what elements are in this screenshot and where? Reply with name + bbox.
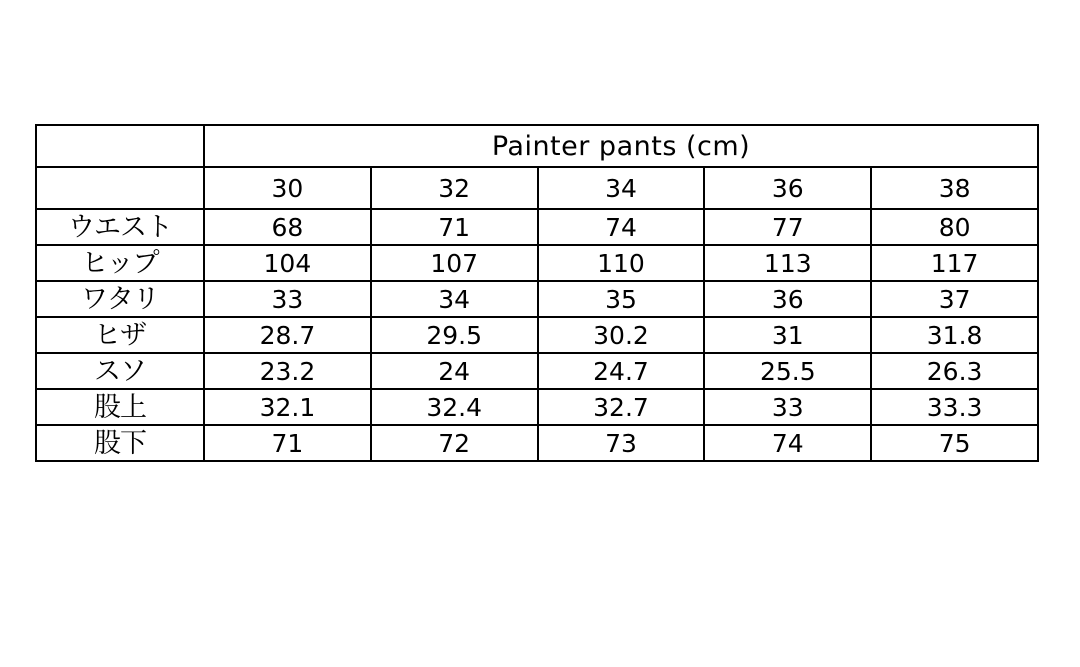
- cell-inseam-36: 74: [704, 425, 871, 461]
- row-label-waist: ウエスト: [36, 209, 204, 245]
- page-title: Painter pants (cm): [204, 125, 1038, 167]
- cell-inseam-34: 73: [538, 425, 705, 461]
- table-row: [36, 281, 1038, 317]
- table-row: [36, 317, 1038, 353]
- table-header-row: [36, 167, 1038, 209]
- cell-inseam-32: 72: [371, 425, 538, 461]
- cell-hem-36: 25.5: [704, 353, 871, 389]
- cell-inseam-30: 71: [204, 425, 371, 461]
- cell-waist-38: 80: [871, 209, 1038, 245]
- cell-hip-30: 104: [204, 245, 371, 281]
- row-label-inseam: 股下: [36, 425, 204, 461]
- row-label-thigh: ワタリ: [36, 281, 204, 317]
- cell-waist-34: 74: [538, 209, 705, 245]
- cell-rise-30: 32.1: [204, 389, 371, 425]
- cell-hem-38: 26.3: [871, 353, 1038, 389]
- size-header-38: 38: [871, 167, 1038, 209]
- cell-rise-32: 32.4: [371, 389, 538, 425]
- cell-hem-34: 24.7: [538, 353, 705, 389]
- cell-rise-38: 33.3: [871, 389, 1038, 425]
- cell-hip-36: 113: [704, 245, 871, 281]
- cell-knee-30: 28.7: [204, 317, 371, 353]
- size-chart-container: [35, 124, 1037, 462]
- cell-waist-30: 68: [204, 209, 371, 245]
- table-row: [36, 209, 1038, 245]
- cell-waist-32: 71: [371, 209, 538, 245]
- cell-thigh-32: 34: [371, 281, 538, 317]
- size-header-30: 30: [204, 167, 371, 209]
- row-label-knee: ヒザ: [36, 317, 204, 353]
- table-row: [36, 389, 1038, 425]
- cell-waist-36: 77: [704, 209, 871, 245]
- cell-knee-32: 29.5: [371, 317, 538, 353]
- cell-hip-38: 117: [871, 245, 1038, 281]
- cell-hip-32: 107: [371, 245, 538, 281]
- table-row: [36, 353, 1038, 389]
- table-row: [36, 245, 1038, 281]
- cell-knee-36: 31: [704, 317, 871, 353]
- row-label-hip: ヒップ: [36, 245, 204, 281]
- size-header-36: 36: [704, 167, 871, 209]
- cell-rise-34: 32.7: [538, 389, 705, 425]
- cell-hem-32: 24: [371, 353, 538, 389]
- size-chart-table: [35, 124, 1039, 462]
- cell-hem-30: 23.2: [204, 353, 371, 389]
- corner-cell: [36, 125, 204, 167]
- table-title-row: [36, 125, 1038, 167]
- size-header-32: 32: [371, 167, 538, 209]
- cell-inseam-38: 75: [871, 425, 1038, 461]
- cell-rise-36: 33: [704, 389, 871, 425]
- cell-thigh-30: 33: [204, 281, 371, 317]
- header-corner-cell: [36, 167, 204, 209]
- size-header-34: 34: [538, 167, 705, 209]
- cell-thigh-36: 36: [704, 281, 871, 317]
- cell-thigh-38: 37: [871, 281, 1038, 317]
- cell-hip-34: 110: [538, 245, 705, 281]
- row-label-hem: スソ: [36, 353, 204, 389]
- cell-knee-34: 30.2: [538, 317, 705, 353]
- row-label-rise: 股上: [36, 389, 204, 425]
- cell-knee-38: 31.8: [871, 317, 1038, 353]
- table-row: [36, 425, 1038, 461]
- cell-thigh-34: 35: [538, 281, 705, 317]
